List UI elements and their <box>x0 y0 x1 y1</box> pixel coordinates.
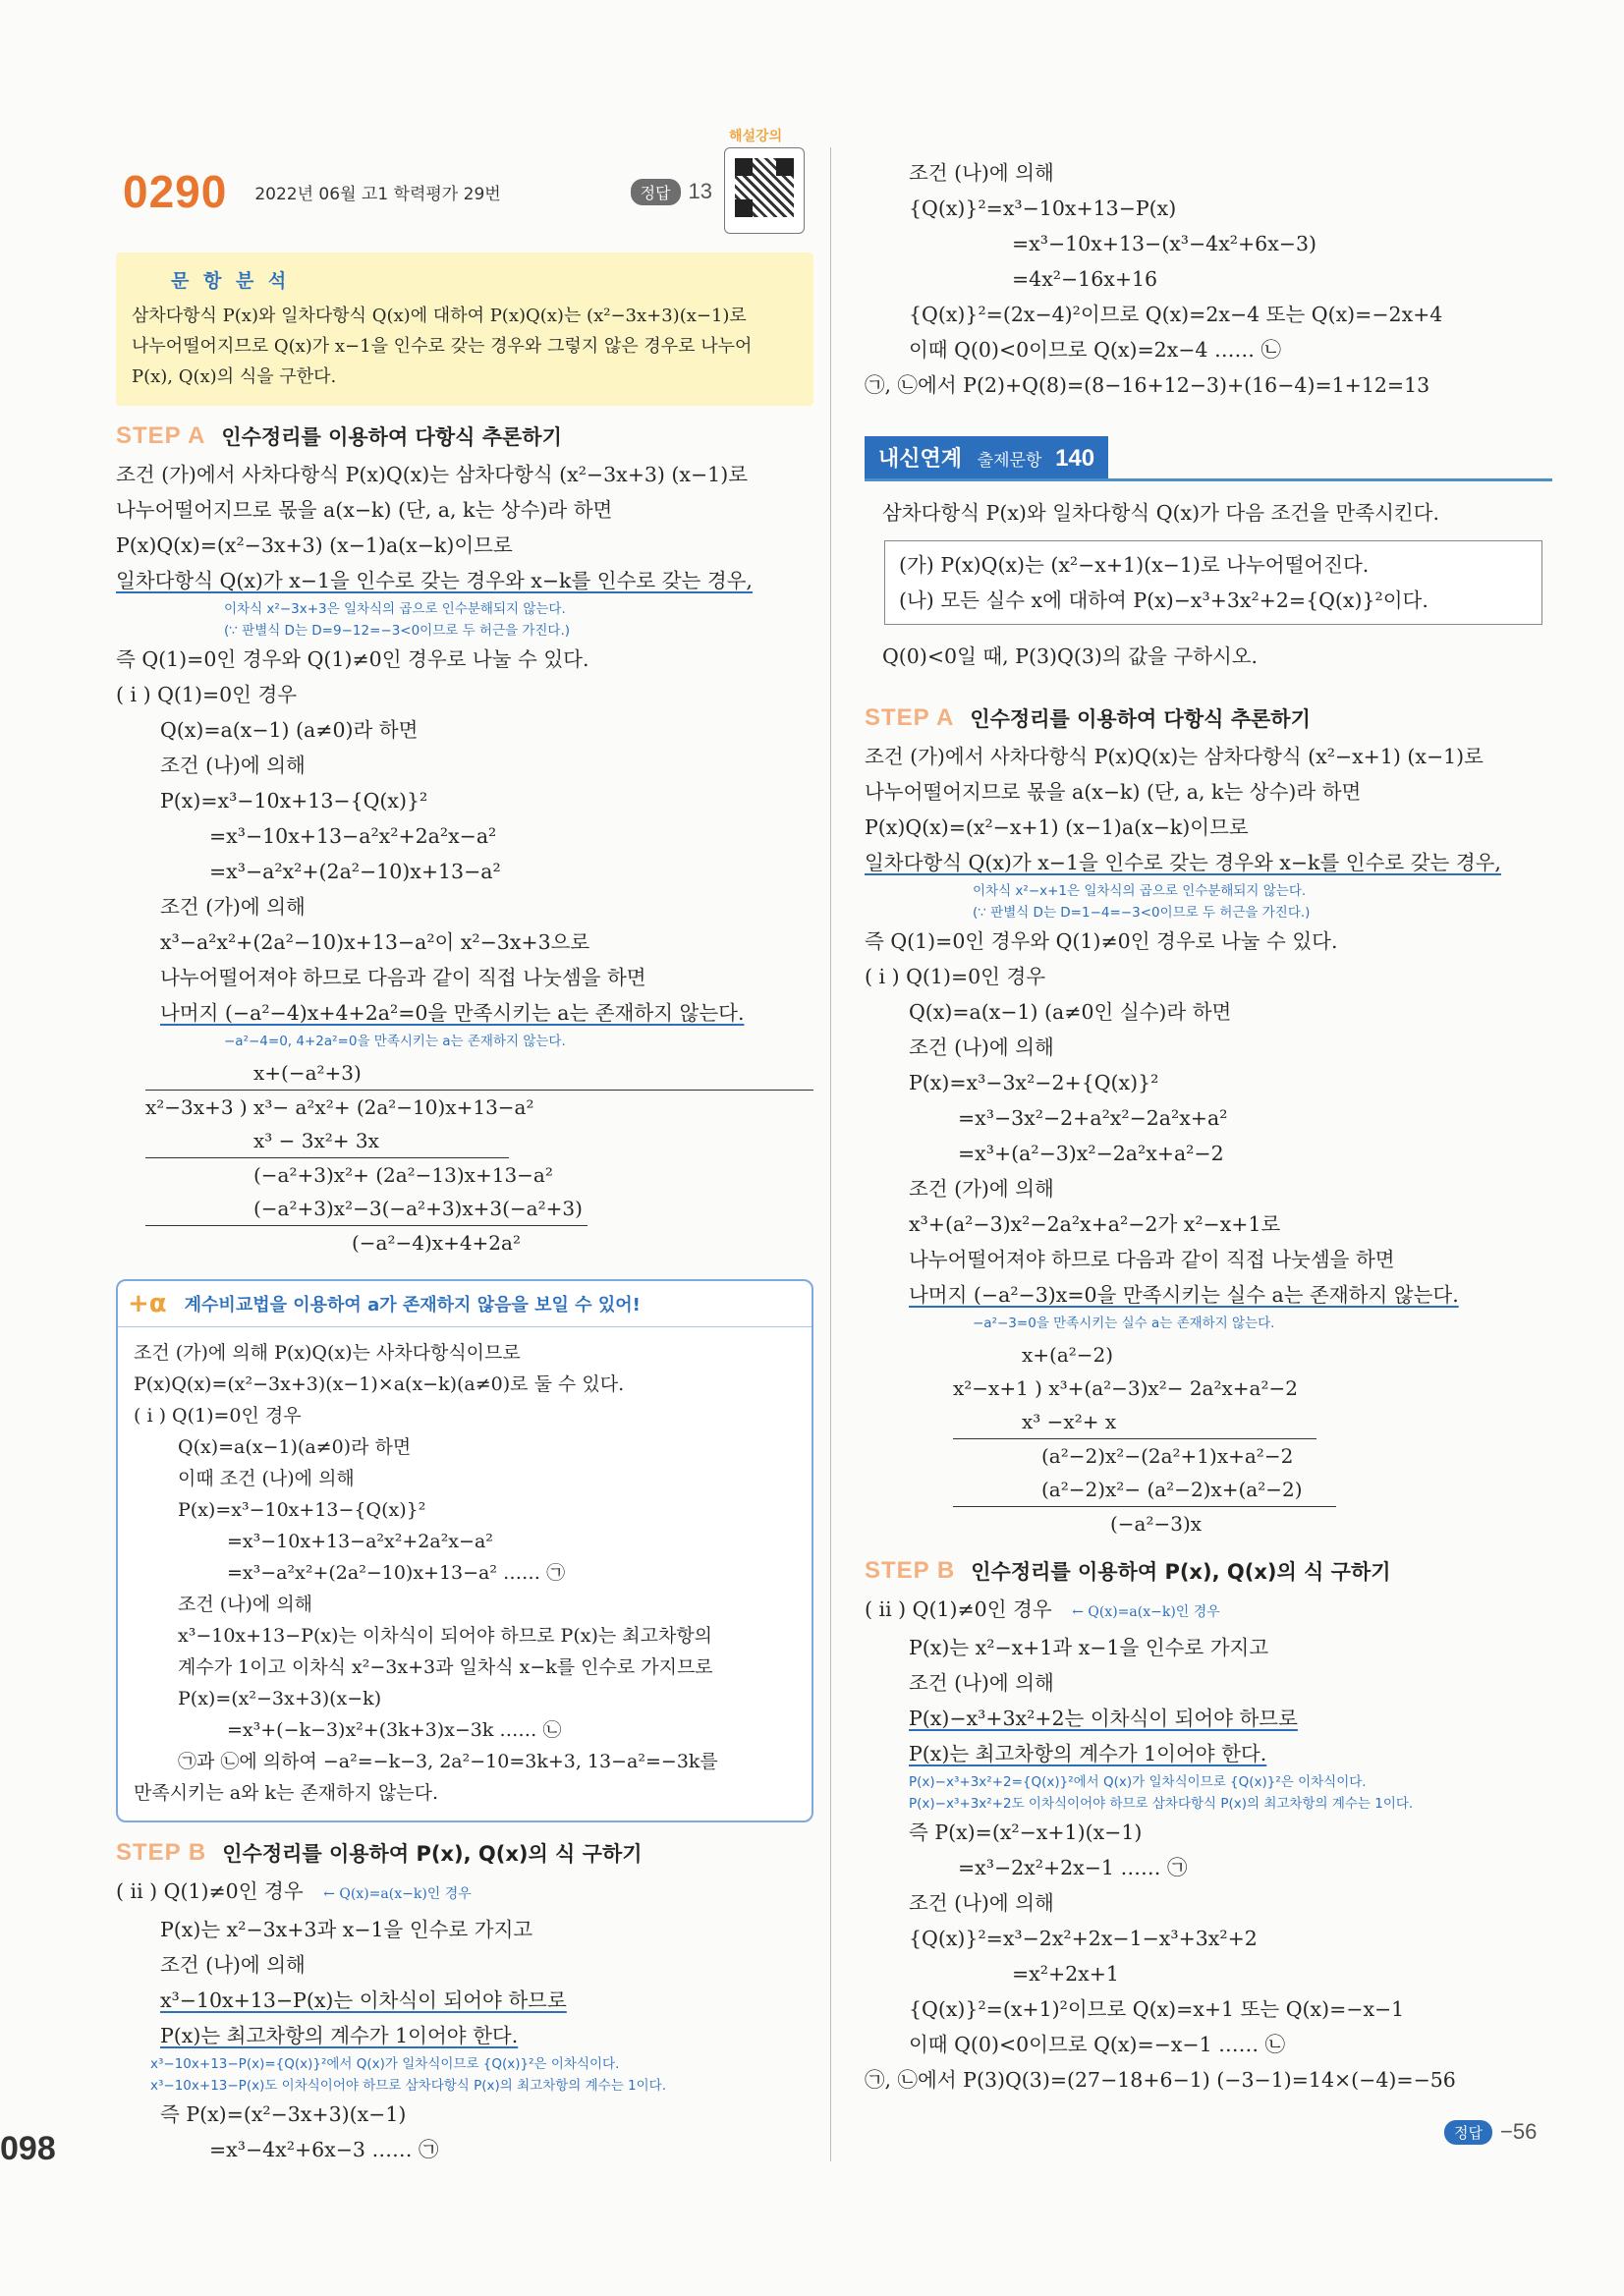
long-division-row: (a²−2)x²− (a²−2)x+(a²−2) <box>953 1473 1336 1507</box>
long-division-quotient: x+(a²−2) <box>1022 1343 1114 1367</box>
tip-header <box>118 1281 812 1327</box>
plus-alpha-icon: +α <box>128 1289 167 1318</box>
equation-line: =x³−4x²+6x−3 …… ㉠ <box>209 2138 439 2161</box>
tip-line: P(x)Q(x)=(x²−3x+3)(x−1)×a(x−k)(a≠0)로 둘 수 있다. <box>134 1373 625 1395</box>
case-title <box>865 1592 1552 1630</box>
equation-line: 이때 Q(0)<0이므로 Q(x)=−x−1 …… ㉡ <box>909 2033 1286 2056</box>
tip-line: =x³−a²x²+(2a²−10)x+13−a² …… ㉠ <box>227 1562 566 1584</box>
step-b-header <box>116 1838 813 1868</box>
long-division-quotient: x+(−a²+3) <box>253 1061 362 1085</box>
text-line: 나누어떨어져야 하므로 다음과 같이 직접 나눗셈을 하면 <box>909 1248 1395 1271</box>
text-line: x³−10x+13−P(x)는 이차식이 되어야 하므로 <box>160 1988 567 2012</box>
equation-line: 이때 Q(0)<0이므로 Q(x)=2x−4 …… ㉡ <box>909 338 1282 362</box>
text-line: 조건 (나)에 의해 <box>909 1036 1054 1059</box>
equation-line: {Q(x)}²=(x+1)²이므로 Q(x)=x+1 또는 Q(x)=−x−1 <box>909 1997 1405 2021</box>
equation-line: ㉠, ㉡에서 P(2)+Q(8)=(8−16+12−3)+(16−4)=1+12=13 <box>865 373 1430 397</box>
case-arrow-note: ← Q(x)=a(x−k)인 경우 <box>323 1886 472 1902</box>
text-line: 나누어떨어져야 하므로 다음과 같이 직접 나눗셈을 하면 <box>160 966 646 989</box>
problem-number: 0290 <box>123 166 228 217</box>
analysis-line: P(x), Q(x)의 식을 구한다. <box>132 366 337 387</box>
analysis-line: 삼차다항식 P(x)와 일차다항식 Q(x)에 대하여 P(x)Q(x)는 (x²−3x+3)(x−1)로 <box>132 306 747 326</box>
answer-value: −56 <box>1499 2119 1538 2144</box>
side-note: −a²−3=0을 만족시키는 실수 a는 존재하지 않는다. <box>973 1316 1275 1331</box>
text-line: P(x)는 x²−x+1과 x−1을 인수로 가지고 <box>909 1636 1269 1659</box>
equation-line: =x³+(a²−3)x²−2a²x+a²−2 <box>958 1142 1224 1165</box>
text-line: 조건 (가)에 의해 <box>909 1177 1054 1201</box>
equation-line: x³+(a²−3)x²−2a²x+a²−2가 x²−x+1로 <box>909 1212 1281 1236</box>
text-line: P(x)−x³+3x²+2는 이차식이 되어야 하므로 <box>909 1707 1298 1730</box>
case-title <box>116 1874 813 1912</box>
long-division-row: x³ −x²+ x <box>953 1405 1316 1439</box>
text-line: 나누어떨어지므로 몫을 a(x−k) (단, a, k는 상수)라 하면 <box>116 498 613 522</box>
step-a-header <box>865 703 1552 733</box>
tip-line: P(x)=x³−10x+13−{Q(x)}² <box>178 1499 426 1521</box>
equation-line: =x³−10x+13−a²x²+2a²x−a² <box>209 824 497 848</box>
text-line: Q(x)=a(x−1) (a≠0인 실수)라 하면 <box>909 1000 1232 1024</box>
tip-line: =x³+(−k−3)x²+(3k+3)x−3k …… ㉡ <box>227 1719 562 1741</box>
step-badge: STEP A <box>865 704 955 731</box>
tip-line: ㉠과 ㉡에 의하여 −a²=−k−3, 2a²−10=3k+3, 13−a²=−3k를 <box>178 1751 718 1772</box>
side-note: 이차식 x²−3x+3은 일차식의 곱으로 인수분해되지 않는다. <box>224 601 566 617</box>
qr-code[interactable] <box>724 147 805 234</box>
tip-line: Q(x)=a(x−1)(a≠0)라 하면 <box>178 1436 412 1458</box>
equation-line: =x³−3x²−2+a²x²−2a²x+a² <box>958 1106 1228 1130</box>
text-line: 나누어떨어지므로 몫을 a(x−k) (단, a, k는 상수)라 하면 <box>865 780 1362 804</box>
equation-line: {Q(x)}²=x³−10x+13−P(x) <box>909 196 1177 220</box>
text-line: 나머지 (−a²−3)x=0을 만족시키는 실수 a는 존재하지 않는다. <box>909 1283 1459 1307</box>
text-line: P(x)는 x²−3x+3과 x−1을 인수로 가지고 <box>160 1918 533 1941</box>
step-title: 인수정리를 이용하여 다항식 추론하기 <box>970 707 1311 731</box>
text-line: 즉 Q(1)=0인 경우와 Q(1)≠0인 경우로 나눌 수 있다. <box>865 929 1338 953</box>
case-title-text: ( ii ) Q(1)≠0인 경우 <box>116 1879 304 1903</box>
tip-line: 계수가 1이고 이차식 x²−3x+3과 일차식 x−k를 인수로 가지므로 <box>178 1656 713 1678</box>
final-answer-line: ㉠, ㉡에서 P(3)Q(3)=(27−18+6−1) (−3−1)=14×(−4)=−56 <box>865 2068 1456 2092</box>
step-title: 인수정리를 이용하여 P(x), Q(x)의 식 구하기 <box>222 1842 643 1866</box>
tip-line: 조건 (나)에 의해 <box>178 1594 313 1615</box>
exam-info: 2022년 06월 고1 학력평가 29번 <box>254 184 501 204</box>
case-arrow-note: ← Q(x)=a(x−k)인 경우 <box>1072 1604 1220 1620</box>
tip-title: 계수비교법을 이용하여 a가 존재하지 않음을 보일 수 있어! <box>184 1295 641 1316</box>
analysis-title: 문 항 분 석 <box>171 270 291 292</box>
text-line: 조건 (가)에 의해 <box>160 895 306 919</box>
long-division <box>953 1338 1552 1540</box>
step-b-header <box>865 1556 1552 1586</box>
analysis-line: 나누어떨어지므로 Q(x)가 x−1을 인수로 갖는 경우와 그렇지 않은 경우로 나누어 <box>132 336 753 357</box>
long-division-dividend: x²−3x+3 ) x³− a²x²+ (2a²−10)x+13−a² <box>145 1090 813 1124</box>
page-number: 098 <box>0 2130 56 2167</box>
text-line: 즉 Q(1)=0인 경우와 Q(1)≠0인 경우로 나눌 수 있다. <box>116 647 589 671</box>
step-title: 인수정리를 이용하여 다항식 추론하기 <box>221 425 562 449</box>
side-note: x³−10x+13−P(x)도 이차식이어야 하므로 삼차다항식 P(x)의 최고차항의 계수는 1이다. <box>150 2078 666 2094</box>
text-line: 조건 (나)에 의해 <box>160 1953 306 1977</box>
tip-line: ( i ) Q(1)=0인 경우 <box>134 1405 302 1427</box>
case-title-text: ( ii ) Q(1)≠0인 경우 <box>865 1597 1052 1621</box>
text-line: 조건 (가)에서 사차다항식 P(x)Q(x)는 삼차다항식 (x²−x+1) (x−1)로 <box>865 745 1484 768</box>
text-line: P(x)Q(x)=(x²−x+1) (x−1)a(x−k)이므로 <box>865 815 1249 839</box>
column-divider <box>830 147 831 2161</box>
step-badge: STEP A <box>116 422 206 449</box>
answer-value: 13 <box>688 179 712 203</box>
naesin-badge <box>865 436 1108 478</box>
answer-badge: 정답 <box>631 179 681 205</box>
long-division-dividend: x²−x+1 ) x³+(a²−3)x²− 2a²x+a²−2 <box>953 1376 1298 1400</box>
tip-line: 만족시키는 a와 k는 존재하지 않는다. <box>134 1782 438 1804</box>
tip-line: 이때 조건 (나)에 의해 <box>178 1468 355 1489</box>
long-division-row: (a²−2)x²−(2a²+1)x+a²−2 <box>1041 1444 1294 1468</box>
text-line: 조건 (나)에 의해 <box>909 1891 1054 1915</box>
condition-line: (나) 모든 실수 x에 대하여 P(x)−x³+3x²+2={Q(x)}²이다. <box>899 588 1428 612</box>
tip-line: =x³−10x+13−a²x²+2a²x−a² <box>227 1531 493 1552</box>
side-note: (∵ 판별식 D는 D=9−12=−3<0이므로 두 허근을 가진다.) <box>224 623 571 639</box>
problem-header <box>123 165 712 218</box>
problem-intro: 삼차다항식 P(x)와 일차다항식 Q(x)가 다음 조건을 만족시킨다. <box>882 501 1439 525</box>
question-text: Q(0)<0일 때, P(3)Q(3)의 값을 구하시오. <box>882 644 1259 668</box>
right-column <box>865 155 1552 2098</box>
side-note: P(x)−x³+3x²+2={Q(x)}²에서 Q(x)가 일차식이므로 {Q(x)}²은 이차식이다. <box>909 1774 1367 1790</box>
side-note: (∵ 판별식 D는 D=1−4=−3<0이므로 두 허근을 가진다.) <box>973 905 1311 921</box>
long-division-row: (−a²+3)x²+ (2a²−13)x+13−a² <box>253 1163 553 1187</box>
equation-line: x³−a²x²+(2a²−10)x+13−a²이 x²−3x+3으로 <box>160 930 590 954</box>
qr-code-icon <box>735 158 794 217</box>
text-line: P(x)는 최고차항의 계수가 1이어야 한다. <box>160 2024 519 2047</box>
equation-line: =x²+2x+1 <box>1012 1962 1119 1986</box>
case-title: ( i ) Q(1)=0인 경우 <box>116 683 298 706</box>
text-line: P(x)는 최고차항의 계수가 1이어야 한다. <box>909 1742 1267 1765</box>
long-division-row: x³ − 3x²+ 3x <box>145 1124 509 1158</box>
qr-label: 해설강의 <box>729 129 783 144</box>
naesin-number: 140 <box>1055 445 1095 472</box>
equation-line: P(x)=x³−3x²−2+{Q(x)}² <box>909 1071 1159 1094</box>
text-line: 조건 (나)에 의해 <box>909 161 1054 185</box>
long-division-remainder: (−a²−4)x+4+2a² <box>352 1231 521 1255</box>
equation-line: =x³−10x+13−(x³−4x²+6x−3) <box>1012 232 1316 255</box>
tip-line: 조건 (가)에 의해 P(x)Q(x)는 사차다항식이므로 <box>134 1342 521 1364</box>
answer-badge: 정답 <box>1444 2120 1492 2145</box>
long-division-remainder: (−a²−3)x <box>1110 1512 1203 1536</box>
step-badge: STEP B <box>865 1557 956 1584</box>
case-title: ( i ) Q(1)=0인 경우 <box>865 965 1046 988</box>
naesin-header <box>865 436 1552 481</box>
tip-line: P(x)=(x²−3x+3)(x−k) <box>178 1688 382 1709</box>
step-badge: STEP B <box>116 1839 207 1866</box>
left-column <box>116 241 813 2167</box>
equation-line: =x³−a²x²+(2a²−10)x+13−a² <box>209 860 501 883</box>
equation-line: {Q(x)}²=(2x−4)²이므로 Q(x)=2x−4 또는 Q(x)=−2x+4 <box>909 303 1443 326</box>
text-line: 조건 (나)에 의해 <box>909 1671 1054 1695</box>
analysis-box <box>116 252 813 406</box>
long-division-row: (−a²+3)x²−3(−a²+3)x+3(−a²+3) <box>145 1192 588 1226</box>
text-line: P(x)Q(x)=(x²−3x+3) (x−1)a(x−k)이므로 <box>116 533 513 557</box>
step-a-header <box>116 421 813 451</box>
text-line: 조건 (나)에 의해 <box>160 754 306 777</box>
text-line: Q(x)=a(x−1) (a≠0)라 하면 <box>160 718 419 742</box>
tip-box <box>116 1279 813 1822</box>
condition-box <box>884 540 1542 625</box>
equation-line: =4x²−16x+16 <box>1012 267 1158 291</box>
condition-line: (가) P(x)Q(x)는 (x²−x+1)(x−1)로 나누어떨어진다. <box>899 553 1370 577</box>
long-division <box>145 1056 813 1260</box>
text-line: 일차다항식 Q(x)가 x−1을 인수로 갖는 경우와 x−k를 인수로 갖는 경우, <box>116 569 753 592</box>
text-line: 조건 (가)에서 사차다항식 P(x)Q(x)는 삼차다항식 (x²−3x+3) (x−1)로 <box>116 463 749 486</box>
equation-line: 즉 P(x)=(x²−3x+3)(x−1) <box>160 2102 407 2126</box>
text-line: 나머지 (−a²−4)x+4+2a²=0을 만족시키는 a는 존재하지 않는다. <box>160 1001 745 1025</box>
side-note: x³−10x+13−P(x)={Q(x)}²에서 Q(x)가 일차식이므로 {Q(x)}²은 이차식이다. <box>150 2056 620 2072</box>
equation-line: =x³−2x²+2x−1 …… ㉠ <box>958 1856 1188 1879</box>
tip-line: x³−10x+13−P(x)는 이차식이 되어야 하므로 P(x)는 최고차항의 <box>178 1625 713 1647</box>
equation-line: {Q(x)}²=x³−2x²+2x−1−x³+3x²+2 <box>909 1927 1258 1950</box>
equation-line: 즉 P(x)=(x²−x+1)(x−1) <box>909 1820 1143 1844</box>
equation-line: P(x)=x³−10x+13−{Q(x)}² <box>160 789 428 812</box>
side-note: −a²−4=0, 4+2a²=0을 만족시키는 a는 존재하지 않는다. <box>224 1034 566 1049</box>
side-note: P(x)−x³+3x²+2도 이차식이어야 하므로 삼차다항식 P(x)의 최고차항의 계수는 1이다. <box>909 1796 1414 1812</box>
right-answer <box>1444 2119 1537 2145</box>
naesin-label: 출제문항 <box>977 451 1042 471</box>
step-title: 인수정리를 이용하여 P(x), Q(x)의 식 구하기 <box>971 1560 1391 1584</box>
naesin-badge-text: 내신연계 <box>878 447 963 472</box>
text-line: 일차다항식 Q(x)가 x−1을 인수로 갖는 경우와 x−k를 인수로 갖는 경우, <box>865 851 1501 874</box>
answer-area <box>631 179 712 205</box>
side-note: 이차식 x²−x+1은 일차식의 곱으로 인수분해되지 않는다. <box>973 883 1307 899</box>
